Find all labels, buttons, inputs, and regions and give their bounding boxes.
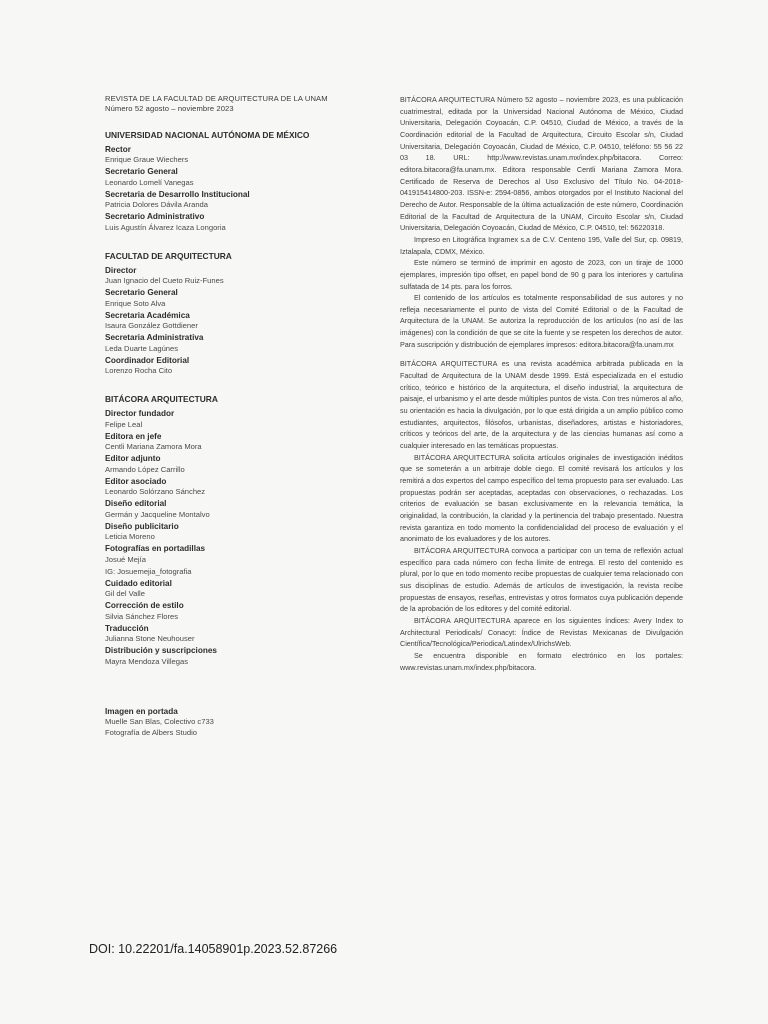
- credit-entry: [105, 544, 355, 565]
- indexing-info: BITÁCORA ARQUITECTURA aparece en los siguientes índices: Avery Index to Architectural Periodicals/ Conacyt: Índice de Revistas Mexicanas de Divulgación Científica/Tecnológica/Periodica/Latindex/UlrichsWeb.: [400, 615, 683, 649]
- credit-name: Germán y Jacqueline Montalvo: [105, 509, 210, 519]
- credit-role: Secretaria de Desarrollo Institucional: [105, 189, 250, 199]
- credit-entry: [105, 409, 355, 430]
- credit-entry: [105, 311, 355, 332]
- credit-name: Lorenzo Rocha Cito: [105, 366, 173, 376]
- credit-entry: [105, 288, 355, 309]
- facultad-title: FACULTAD DE ARQUITECTURA: [105, 250, 232, 261]
- credit-role: Director: [105, 265, 137, 275]
- credit-entry: [105, 624, 355, 645]
- cover-line-1: Muelle San Blas, Colectivo c733: [105, 717, 214, 727]
- credit-role: Secretario Administrativo: [105, 212, 205, 222]
- unam-credits: [105, 130, 355, 233]
- credit-entry: [105, 333, 355, 354]
- credit-name: Juan Ignacio del Cueto Ruiz-Funes: [105, 276, 224, 286]
- call-for-papers: BITÁCORA ARQUITECTURA convoca a participar con un tema de reflexión actual específico para cada número con fecha límite de entrega. El resto del contenido es plural, por lo que en todo momento recibe propuestas de cualquier tema relacionado con sus disciplinas de estudio. Además de artículos de investigación, la revista recibe propuestas de ensayos, reseñas, entrevistas y otros formatos cuya publicación depende de la aprobación de los editores y del comité editorial.: [400, 545, 683, 614]
- print-run-info: Este número se terminó de imprimir en agosto de 2023, con un tiraje de 1000 ejemplares, impresión tipo offset, en papel bond de 90 g para los interiores y cartulina sulfatada de 14 pts. para los forros.: [400, 258, 683, 291]
- credit-name: Enrique Soto Alva: [105, 298, 166, 308]
- bitacora-title: BITÁCORA ARQUITECTURA: [105, 394, 218, 405]
- credit-name: Leonardo Lomelí Vanegas: [105, 177, 194, 187]
- credit-role: Diseño editorial: [105, 499, 167, 509]
- credit-name: Julianna Stone Neuhouser: [105, 634, 195, 644]
- credit-role: Rector: [105, 144, 131, 154]
- credit-name: Patricia Dolores Dávila Aranda: [105, 200, 208, 210]
- credit-role: Corrección de estilo: [105, 601, 184, 611]
- cover-role: Imagen en portada: [105, 706, 178, 716]
- facultad-credits: [105, 251, 355, 377]
- doi-label: DOI: 10.22201/fa.14058901p.2023.52.87266: [89, 942, 338, 956]
- credit-role: Traducción: [105, 623, 149, 633]
- credit-role: Secretaria Administrativa: [105, 333, 204, 343]
- online-availability: Se encuentra disponible en formato electrónico en los portales: www.revistas.unam.mx/index.php/bitacora.: [400, 650, 683, 672]
- credit-entry: [105, 477, 355, 498]
- credit-role: Fotografías en portadillas: [105, 544, 206, 554]
- credit-entry: [105, 212, 355, 233]
- credit-role: Secretario General: [105, 288, 178, 298]
- credit-name: Leticia Moreno: [105, 532, 155, 542]
- credit-entry: [105, 167, 355, 188]
- publication-info: BITÁCORA ARQUITECTURA Número 52 agosto – noviembre 2023, es una publicación cuatrimestral, editada por la Universidad Nacional Autónoma de México, Ciudad Universitaria, Delegación Coyoacán, C.P. 04510, Ciudad de México, a través de la Coordinación editorial de la Facultad de Arquitectura, Circuito Escolar s/n, Ciudad Universitaria, Delegación Coyoacán, Ciudad de México, C.P. 04510, teléfono: 55 56 22 03 18. URL: http://www.revistas.unam.mx/index.php/bitacora. Correo: editora.bitacora@fa.unam.mx. Editora responsable Centli Mariana Zamora Mora. Certificado de Reserva de Derechos al Uso Exclusivo del Título No. 04-2018-041915414800-203. ISSN-e: 2594-0856, ambos otorgados por el Instituto Nacional del Derecho de Autor. Responsable de la última actualización de este número, Coordinación Editorial de la Facultad de Arquitectura de la UNAM, Circuito Escolar s/n, Ciudad Universitaria, Delegación Coyoacán, Ciudad de México, C.P. 04510, tel: 56220318.: [400, 95, 683, 233]
- credit-role: Director fundador: [105, 409, 175, 419]
- credit-role: Secretaria Académica: [105, 310, 190, 320]
- about-journal: BITÁCORA ARQUITECTURA es una revista académica arbitrada publicada en la Facultad de Arquitectura de la UNAM desde 1999. Está especializada en el estudio crítico, teórico e histórico de la arquitectura, el diseño industrial, la arquitectura de paisaje, el urbanismo y el arte desde múltiples puntos de vista. Con tres números al año, su orientación es hacia la divulgación, por lo que está dirigida a un amplio público como estudiantes, arquitectos, filósofos, urbanistas, diseñadores, artistas e historiadores, críticos y teóricos del arte, de la arquitectura y de las ciencias humanas así como a cualquier interesado en las temáticas propuestas.: [400, 359, 683, 451]
- credit-role: Cuidado editorial: [105, 578, 172, 588]
- credit-role: Diseño publicitario: [105, 521, 179, 531]
- cover-credit: [105, 707, 355, 738]
- credit-role: Secretario General: [105, 167, 178, 177]
- unam-title: UNIVERSIDAD NACIONAL AUTÓNOMA DE MÉXICO: [105, 129, 310, 140]
- responsibility-note: El contenido de los artículos es totalmente responsabilidad de sus autores y no refleja necesariamente el punto de vista del Comité Editorial o de la Facultad de Arquitectura de la UNAM. Se autoriza la reproducción de los artículos (no así de las imágenes) con la condición de que se cite la fuente y se respeten los derechos de autor. Para suscripción y distribución de ejemplares impresos: editora.bitacora@fa.unam.mx: [400, 293, 683, 349]
- credit-entry: [105, 432, 355, 453]
- credit-name: Leonardo Solórzano Sánchez: [105, 487, 206, 497]
- credit-name: Armando López Carrillo: [105, 464, 185, 474]
- credit-name: Gil del Valle: [105, 589, 145, 599]
- credit-role: Coordinador Editorial: [105, 355, 190, 365]
- credit-name: Felipe Leal: [105, 419, 143, 429]
- credit-name: Luis Agustín Álvarez Icaza Longoria: [105, 222, 226, 232]
- issue-number: Número 52 agosto – noviembre 2023: [105, 103, 234, 113]
- submission-policy: BITÁCORA ARQUITECTURA solicita artículos originales de investigación inéditos que se someterán a un arbitraje doble ciego. El comité revisará los artículos y los remitirá a dos expertos del campo específico del tema propuesto para ser evaluado. Las propuestas podrán ser aceptadas, aceptadas con observaciones, o rechazadas. Los criterios de evaluación se basan exclusivamente en la relevancia temática, la originalidad, la contribución, la claridad y la pertinencia del trabajo presentado. Nuestra revista garantiza en todo momento la confidencialidad del proceso de evaluación y el anonimato de los evaluadores y de los autores.: [400, 452, 683, 544]
- credit-name: Centli Mariana Zamora Mora: [105, 442, 202, 452]
- journal-name: REVISTA DE LA FACULTAD DE ARQUITECTURA DE LA UNAM: [105, 94, 328, 103]
- credit-entry: [105, 145, 355, 166]
- credit-name: Mayra Mendoza Villegas: [105, 656, 189, 666]
- credits-column: [105, 94, 355, 739]
- credit-entry: [105, 266, 355, 287]
- credit-name: IG: Josuemejia_fotografia: [105, 566, 192, 576]
- credit-entry: [105, 567, 355, 577]
- credit-role: Editora en jefe: [105, 431, 162, 441]
- bitacora-credits: [105, 394, 355, 666]
- credit-entry: [105, 601, 355, 622]
- credit-name: Leda Duarte Lagúnes: [105, 343, 179, 353]
- credit-role: Distribución y suscripciones: [105, 646, 217, 656]
- credit-name: Isaura González Gottdiener: [105, 321, 198, 331]
- credit-entry: [105, 356, 355, 377]
- credit-entry: [105, 646, 355, 667]
- credit-entry: [105, 579, 355, 600]
- credit-role: Editor asociado: [105, 476, 167, 486]
- credit-entry: [105, 454, 355, 475]
- credit-name: Silvia Sánchez Flores: [105, 611, 179, 621]
- cover-line-2: Fotografía de Albers Studio: [105, 728, 198, 738]
- credit-name: Josué Mejía: [105, 554, 146, 564]
- credit-entry: [105, 522, 355, 543]
- credit-name: Enrique Graue Wiechers: [105, 155, 189, 165]
- printing-info: Impreso en Litográfica Ingramex s.a de C.V. Centeno 195, Valle del Sur, cp. 09819, Iztalapala, CDMX, México.: [400, 234, 683, 256]
- credit-entry: [105, 499, 355, 520]
- credit-entry: [105, 190, 355, 211]
- legal-column: [400, 94, 683, 673]
- credit-role: Editor adjunto: [105, 454, 161, 464]
